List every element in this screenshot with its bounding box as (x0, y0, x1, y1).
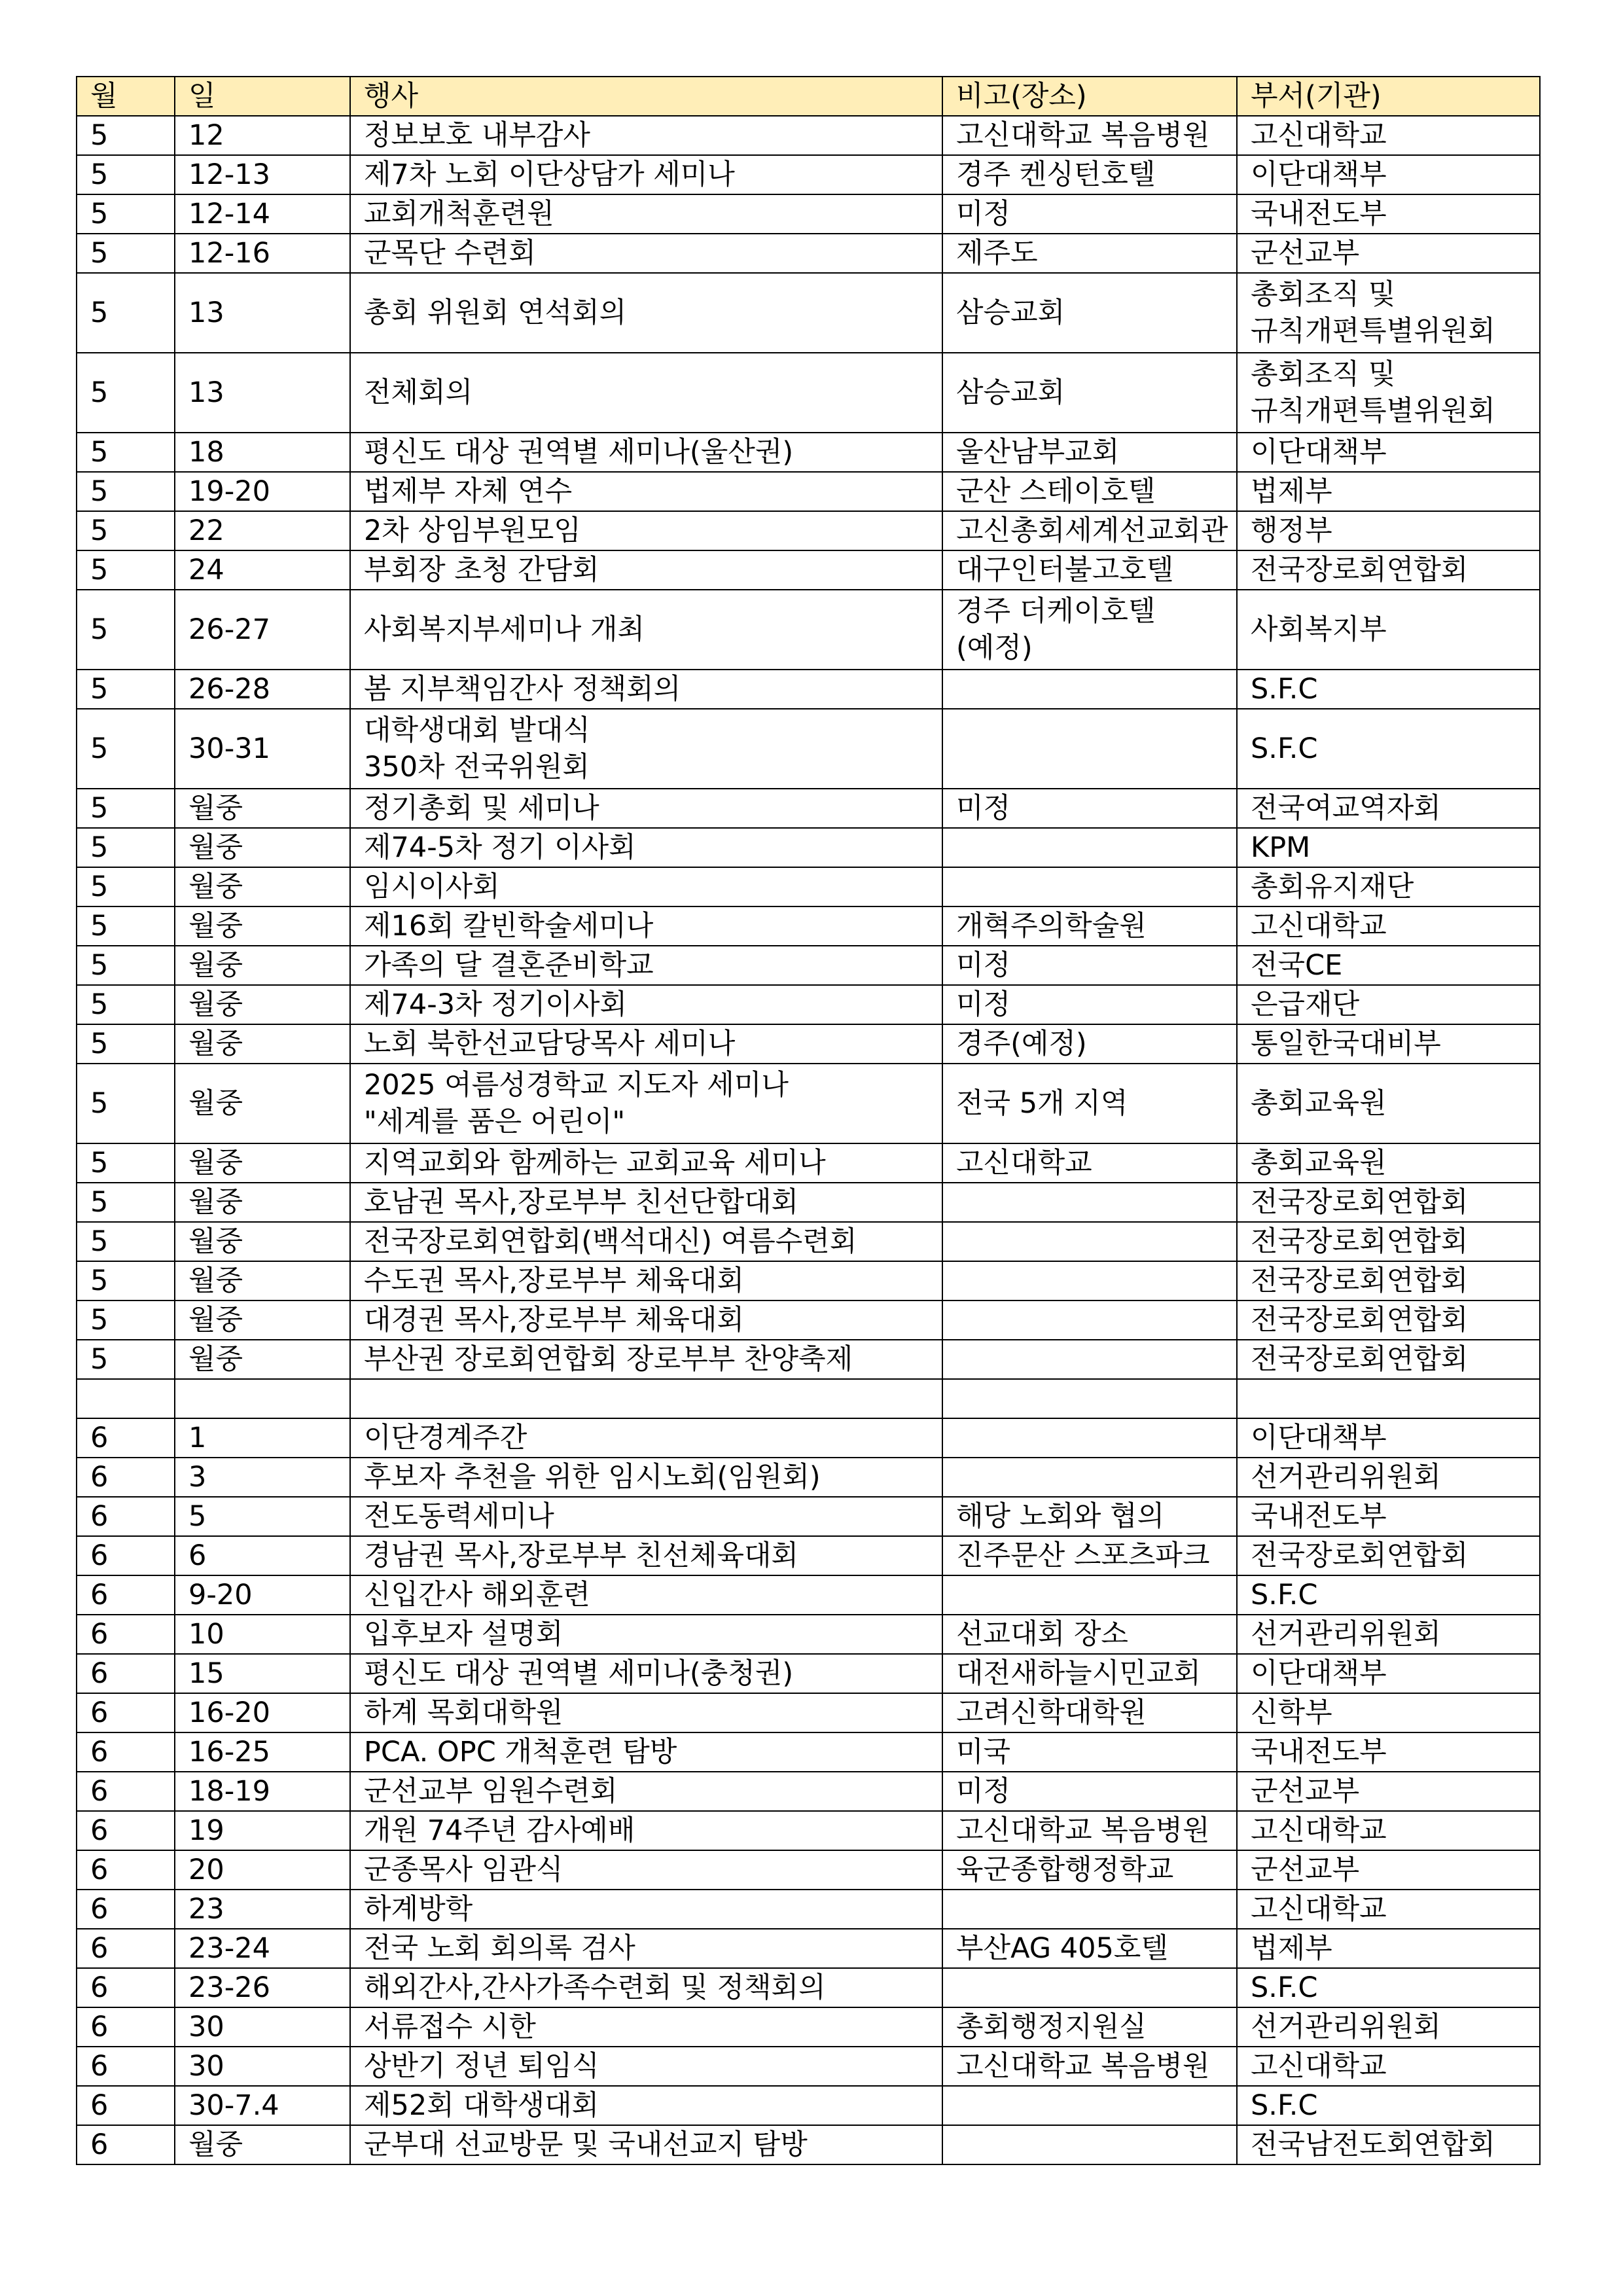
cell-month: 6 (77, 1732, 175, 1772)
cell-dept: 군선교부 (1237, 1772, 1540, 1811)
cell-day: 15 (175, 1654, 350, 1693)
cell-month: 5 (77, 433, 175, 472)
cell-note: 고려신학대학원 (942, 1693, 1237, 1732)
cell-event: PCA. OPC 개척훈련 탐방 (350, 1732, 942, 1772)
cell-day: 9-20 (175, 1575, 350, 1615)
cell-note: 경주 더케이호텔 (예정) (942, 590, 1237, 670)
cell-month: 6 (77, 1654, 175, 1693)
cell-note: 미정 (942, 985, 1237, 1024)
cell-month: 5 (77, 353, 175, 433)
cell-day: 18 (175, 433, 350, 472)
cell-event: 전국 노회 회의록 검사 (350, 1929, 942, 1968)
cell-month: 5 (77, 194, 175, 234)
cell-note (942, 709, 1237, 789)
cell-note: 미정 (942, 1772, 1237, 1811)
cell-dept (1237, 1379, 1540, 1418)
cell-dept: 전국장로회연합회 (1237, 1340, 1540, 1379)
cell-day: 24 (175, 550, 350, 590)
cell-day: 월중 (175, 1024, 350, 1064)
table-body (77, 116, 1540, 2164)
cell-day: 월중 (175, 946, 350, 985)
cell-dept: 이단대책부 (1237, 1418, 1540, 1458)
table-row (77, 155, 1540, 194)
cell-note: 제주도 (942, 234, 1237, 273)
table-row (77, 789, 1540, 828)
cell-event: 2차 상임부원모임 (350, 511, 942, 550)
cell-note: 미정 (942, 789, 1237, 828)
cell-dept: 선거관리위원회 (1237, 2007, 1540, 2047)
cell-event: 대경권 목사,장로부부 체육대회 (350, 1300, 942, 1340)
cell-note (942, 1340, 1237, 1379)
cell-dept: 총회교육원 (1237, 1064, 1540, 1143)
table-row (77, 1143, 1540, 1183)
table-row (77, 273, 1540, 353)
cell-event: 교회개척훈련원 (350, 194, 942, 234)
table-row (77, 1024, 1540, 1064)
cell-day: 12-13 (175, 155, 350, 194)
table-row (77, 1064, 1540, 1143)
cell-event: 노회 북한선교담당목사 세미나 (350, 1024, 942, 1064)
cell-event: 개원 74주년 감사예배 (350, 1811, 942, 1850)
cell-note (942, 1418, 1237, 1458)
cell-event: 군선교부 임원수련회 (350, 1772, 942, 1811)
cell-dept: 고신대학교 (1237, 906, 1540, 946)
cell-note: 군산 스테이호텔 (942, 472, 1237, 511)
cell-dept: 선거관리위원회 (1237, 1458, 1540, 1497)
table-row (77, 1340, 1540, 1379)
cell-dept: 전국여교역자회 (1237, 789, 1540, 828)
cell-dept: 국내전도부 (1237, 1732, 1540, 1772)
cell-day: 월중 (175, 985, 350, 1024)
cell-event: 상반기 정년 퇴임식 (350, 2047, 942, 2086)
cell-dept: 국내전도부 (1237, 194, 1540, 234)
cell-event: 하계 목회대학원 (350, 1693, 942, 1732)
cell-note: 경주(예정) (942, 1024, 1237, 1064)
cell-dept: 총회유지재단 (1237, 867, 1540, 906)
cell-day: 월중 (175, 1300, 350, 1340)
cell-dept: 총회교육원 (1237, 1143, 1540, 1183)
cell-event: 지역교회와 함께하는 교회교육 세미나 (350, 1143, 942, 1183)
cell-note: 고신총회세계선교회관 (942, 511, 1237, 550)
cell-dept: 신학부 (1237, 1693, 1540, 1732)
header-day: 일 (175, 77, 350, 116)
table-row (77, 1458, 1540, 1497)
cell-day: 13 (175, 273, 350, 353)
cell-day: 월중 (175, 867, 350, 906)
table-row (77, 1929, 1540, 1968)
cell-dept: 사회복지부 (1237, 590, 1540, 670)
cell-dept: 전국CE (1237, 946, 1540, 985)
cell-note: 대전새하늘시민교회 (942, 1654, 1237, 1693)
cell-event: 봄 지부책임간사 정책회의 (350, 670, 942, 709)
cell-day: 12-14 (175, 194, 350, 234)
cell-day: 23 (175, 1890, 350, 1929)
cell-event: 제74-5차 정기 이사회 (350, 828, 942, 867)
cell-note (942, 867, 1237, 906)
cell-day (175, 1379, 350, 1418)
cell-day: 6 (175, 1536, 350, 1575)
table-row (77, 1811, 1540, 1850)
cell-day: 30 (175, 2047, 350, 2086)
cell-dept: 총회조직 및 규칙개편특별위원회 (1237, 273, 1540, 353)
table-row (77, 1418, 1540, 1458)
cell-day: 26-27 (175, 590, 350, 670)
cell-dept: 고신대학교 (1237, 116, 1540, 155)
cell-day: 월중 (175, 1222, 350, 1261)
cell-day: 5 (175, 1497, 350, 1536)
cell-day: 30-31 (175, 709, 350, 789)
cell-event: 부산권 장로회연합회 장로부부 찬양축제 (350, 1340, 942, 1379)
cell-month: 6 (77, 1693, 175, 1732)
cell-month: 5 (77, 946, 175, 985)
cell-dept: 이단대책부 (1237, 1654, 1540, 1693)
header-note: 비고(장소) (942, 77, 1237, 116)
cell-month: 6 (77, 1772, 175, 1811)
cell-day: 월중 (175, 1183, 350, 1222)
cell-note: 육군종합행정학교 (942, 1850, 1237, 1890)
cell-dept: S.F.C (1237, 670, 1540, 709)
cell-day: 20 (175, 1850, 350, 1890)
table-row (77, 550, 1540, 590)
cell-event: 부회장 초청 간담회 (350, 550, 942, 590)
cell-dept: 은급재단 (1237, 985, 1540, 1024)
cell-month: 5 (77, 709, 175, 789)
cell-day: 23-24 (175, 1929, 350, 1968)
table-row (77, 828, 1540, 867)
cell-month: 5 (77, 670, 175, 709)
table-row (77, 1615, 1540, 1654)
cell-dept: 이단대책부 (1237, 433, 1540, 472)
cell-month: 5 (77, 472, 175, 511)
table-row (77, 1575, 1540, 1615)
cell-note: 부산AG 405호텔 (942, 1929, 1237, 1968)
cell-day: 월중 (175, 1143, 350, 1183)
cell-dept: 전국남전도회연합회 (1237, 2125, 1540, 2164)
cell-note: 해당 노회와 협의 (942, 1497, 1237, 1536)
cell-note: 삼승교회 (942, 353, 1237, 433)
cell-note: 진주문산 스포츠파크 (942, 1536, 1237, 1575)
cell-day: 10 (175, 1615, 350, 1654)
cell-event: 경남권 목사,장로부부 친선체육대회 (350, 1536, 942, 1575)
table-row (77, 194, 1540, 234)
cell-note: 개혁주의학술원 (942, 906, 1237, 946)
table-row (77, 234, 1540, 273)
cell-dept: 법제부 (1237, 1929, 1540, 1968)
cell-day: 19-20 (175, 472, 350, 511)
cell-event: 해외간사,간사가족수련회 및 정책회의 (350, 1968, 942, 2007)
cell-event: 대학생대회 발대식 350차 전국위원회 (350, 709, 942, 789)
cell-month: 6 (77, 1850, 175, 1890)
table-row (77, 2125, 1540, 2164)
cell-day: 22 (175, 511, 350, 550)
cell-event: 제7차 노회 이단상담가 세미나 (350, 155, 942, 194)
cell-note: 선교대회 장소 (942, 1615, 1237, 1654)
cell-dept: 전국장로회연합회 (1237, 1183, 1540, 1222)
table-row (77, 1732, 1540, 1772)
cell-note: 고신대학교 복음병원 (942, 116, 1237, 155)
cell-month: 6 (77, 1929, 175, 1968)
cell-day: 16-20 (175, 1693, 350, 1732)
cell-month: 5 (77, 867, 175, 906)
cell-event: 정기총회 및 세미나 (350, 789, 942, 828)
table-row (77, 670, 1540, 709)
cell-month: 5 (77, 590, 175, 670)
cell-dept: 고신대학교 (1237, 1890, 1540, 1929)
cell-month: 5 (77, 828, 175, 867)
cell-event: 전체회의 (350, 353, 942, 433)
cell-day: 3 (175, 1458, 350, 1497)
table-row (77, 433, 1540, 472)
cell-note: 대구인터불고호텔 (942, 550, 1237, 590)
cell-event: 평신도 대상 권역별 세미나(충청권) (350, 1654, 942, 1693)
table-row (77, 1497, 1540, 1536)
table-row (77, 985, 1540, 1024)
table-row (77, 867, 1540, 906)
cell-note (942, 1575, 1237, 1615)
cell-dept: 군선교부 (1237, 1850, 1540, 1890)
cell-event: 임시이사회 (350, 867, 942, 906)
cell-dept: 국내전도부 (1237, 1497, 1540, 1536)
cell-month: 5 (77, 1261, 175, 1300)
cell-day: 16-25 (175, 1732, 350, 1772)
cell-note (942, 1379, 1237, 1418)
cell-note (942, 828, 1237, 867)
cell-dept: 군선교부 (1237, 234, 1540, 273)
cell-dept: 행정부 (1237, 511, 1540, 550)
cell-day: 30 (175, 2007, 350, 2047)
cell-note: 고신대학교 복음병원 (942, 2047, 1237, 2086)
cell-event: 후보자 추천을 위한 임시노회(임원회) (350, 1458, 942, 1497)
cell-event: 입후보자 설명회 (350, 1615, 942, 1654)
cell-note (942, 1222, 1237, 1261)
cell-dept: 이단대책부 (1237, 155, 1540, 194)
cell-dept: 전국장로회연합회 (1237, 1300, 1540, 1340)
cell-month: 5 (77, 273, 175, 353)
table-row (77, 1772, 1540, 1811)
cell-day: 월중 (175, 2125, 350, 2164)
table-row (77, 1968, 1540, 2007)
table-row (77, 1693, 1540, 1732)
table-row (77, 946, 1540, 985)
cell-dept: S.F.C (1237, 1575, 1540, 1615)
cell-month: 5 (77, 1340, 175, 1379)
cell-month: 5 (77, 1222, 175, 1261)
table-row (77, 2047, 1540, 2086)
cell-month: 6 (77, 2125, 175, 2164)
cell-month: 5 (77, 1024, 175, 1064)
cell-event: 2025 여름성경학교 지도자 세미나 "세계를 품은 어린이" (350, 1064, 942, 1143)
cell-month: 6 (77, 2086, 175, 2125)
cell-month: 6 (77, 1811, 175, 1850)
cell-dept: 고신대학교 (1237, 2047, 1540, 2086)
separator-row (77, 1379, 1540, 1418)
cell-note: 경주 켄싱턴호텔 (942, 155, 1237, 194)
table-header (77, 77, 1540, 116)
header-month: 월 (77, 77, 175, 116)
cell-dept: 총회조직 및 규칙개편특별위원회 (1237, 353, 1540, 433)
cell-month: 5 (77, 1300, 175, 1340)
cell-event: 제52회 대학생대회 (350, 2086, 942, 2125)
cell-month: 5 (77, 906, 175, 946)
cell-note (942, 1300, 1237, 1340)
cell-month: 5 (77, 789, 175, 828)
cell-event: 군종목사 임관식 (350, 1850, 942, 1890)
cell-day: 1 (175, 1418, 350, 1458)
cell-note: 총회행정지원실 (942, 2007, 1237, 2047)
cell-month (77, 1379, 175, 1418)
cell-month: 5 (77, 1183, 175, 1222)
table-row (77, 1300, 1540, 1340)
cell-note (942, 1261, 1237, 1300)
cell-dept: 고신대학교 (1237, 1811, 1540, 1850)
table-row (77, 1850, 1540, 1890)
cell-event: 서류접수 시한 (350, 2007, 942, 2047)
cell-dept: S.F.C (1237, 709, 1540, 789)
cell-note: 고신대학교 (942, 1143, 1237, 1183)
cell-note: 미정 (942, 946, 1237, 985)
cell-note (942, 1968, 1237, 2007)
cell-month: 6 (77, 1575, 175, 1615)
cell-day: 12-16 (175, 234, 350, 273)
cell-dept: 전국장로회연합회 (1237, 1536, 1540, 1575)
cell-dept: KPM (1237, 828, 1540, 867)
table-row (77, 472, 1540, 511)
cell-event: 군목단 수련회 (350, 234, 942, 273)
cell-month: 5 (77, 550, 175, 590)
cell-month: 5 (77, 511, 175, 550)
cell-event: 하계방학 (350, 1890, 942, 1929)
cell-note: 전국 5개 지역 (942, 1064, 1237, 1143)
cell-day: 23-26 (175, 1968, 350, 2007)
cell-day: 30-7.4 (175, 2086, 350, 2125)
cell-event: 이단경계주간 (350, 1418, 942, 1458)
cell-dept: 선거관리위원회 (1237, 1615, 1540, 1654)
cell-day: 12 (175, 116, 350, 155)
cell-month: 6 (77, 1536, 175, 1575)
cell-event: 정보보호 내부감사 (350, 116, 942, 155)
schedule-table (76, 76, 1541, 2165)
cell-month: 6 (77, 1418, 175, 1458)
header-dept: 부서(기관) (1237, 77, 1540, 116)
cell-day: 월중 (175, 828, 350, 867)
cell-event: 호남권 목사,장로부부 친선단합대회 (350, 1183, 942, 1222)
cell-dept: 전국장로회연합회 (1237, 550, 1540, 590)
cell-dept: 전국장로회연합회 (1237, 1222, 1540, 1261)
cell-note (942, 2086, 1237, 2125)
cell-day: 26-28 (175, 670, 350, 709)
table-row (77, 353, 1540, 433)
cell-month: 6 (77, 2047, 175, 2086)
cell-month: 5 (77, 985, 175, 1024)
cell-event: 사회복지부세미나 개최 (350, 590, 942, 670)
cell-day: 월중 (175, 1340, 350, 1379)
cell-day: 18-19 (175, 1772, 350, 1811)
cell-event (350, 1379, 942, 1418)
cell-day: 월중 (175, 789, 350, 828)
cell-note: 고신대학교 복음병원 (942, 1811, 1237, 1850)
cell-month: 5 (77, 1064, 175, 1143)
cell-event: 총회 위원회 연석회의 (350, 273, 942, 353)
cell-dept: 법제부 (1237, 472, 1540, 511)
cell-event: 제16회 칼빈학술세미나 (350, 906, 942, 946)
cell-note (942, 1183, 1237, 1222)
table-row (77, 2007, 1540, 2047)
cell-month: 6 (77, 2007, 175, 2047)
cell-event: 군부대 선교방문 및 국내선교지 탐방 (350, 2125, 942, 2164)
cell-event: 가족의 달 결혼준비학교 (350, 946, 942, 985)
table-row (77, 590, 1540, 670)
cell-dept: 전국장로회연합회 (1237, 1261, 1540, 1300)
cell-month: 6 (77, 1458, 175, 1497)
cell-month: 6 (77, 1968, 175, 2007)
cell-dept: S.F.C (1237, 1968, 1540, 2007)
table-row (77, 1890, 1540, 1929)
table-row (77, 709, 1540, 789)
cell-day: 월중 (175, 1064, 350, 1143)
table-row (77, 906, 1540, 946)
cell-event: 평신도 대상 권역별 세미나(울산권) (350, 433, 942, 472)
cell-note: 삼승교회 (942, 273, 1237, 353)
cell-note: 울산남부교회 (942, 433, 1237, 472)
header-row (77, 77, 1540, 116)
cell-month: 5 (77, 234, 175, 273)
cell-dept: 통일한국대비부 (1237, 1024, 1540, 1064)
cell-month: 5 (77, 1143, 175, 1183)
cell-note: 미정 (942, 194, 1237, 234)
cell-event: 신입간사 해외훈련 (350, 1575, 942, 1615)
cell-event: 제74-3차 정기이사회 (350, 985, 942, 1024)
cell-note (942, 1890, 1237, 1929)
cell-month: 5 (77, 155, 175, 194)
cell-month: 6 (77, 1497, 175, 1536)
cell-dept: S.F.C (1237, 2086, 1540, 2125)
table-row (77, 1536, 1540, 1575)
header-event: 행사 (350, 77, 942, 116)
table-row (77, 511, 1540, 550)
cell-day: 19 (175, 1811, 350, 1850)
cell-month: 6 (77, 1890, 175, 1929)
cell-note: 미국 (942, 1732, 1237, 1772)
cell-day: 13 (175, 353, 350, 433)
table-row (77, 116, 1540, 155)
cell-event: 수도권 목사,장로부부 체육대회 (350, 1261, 942, 1300)
cell-month: 6 (77, 1615, 175, 1654)
table-row (77, 1654, 1540, 1693)
table-row (77, 1222, 1540, 1261)
table-row (77, 1261, 1540, 1300)
table-row (77, 2086, 1540, 2125)
cell-event: 전국장로회연합회(백석대신) 여름수련회 (350, 1222, 942, 1261)
table-row (77, 1183, 1540, 1222)
cell-event: 전도동력세미나 (350, 1497, 942, 1536)
cell-event: 법제부 자체 연수 (350, 472, 942, 511)
cell-month: 5 (77, 116, 175, 155)
cell-note (942, 1458, 1237, 1497)
cell-day: 월중 (175, 1261, 350, 1300)
cell-note (942, 670, 1237, 709)
cell-day: 월중 (175, 906, 350, 946)
cell-note (942, 2125, 1237, 2164)
